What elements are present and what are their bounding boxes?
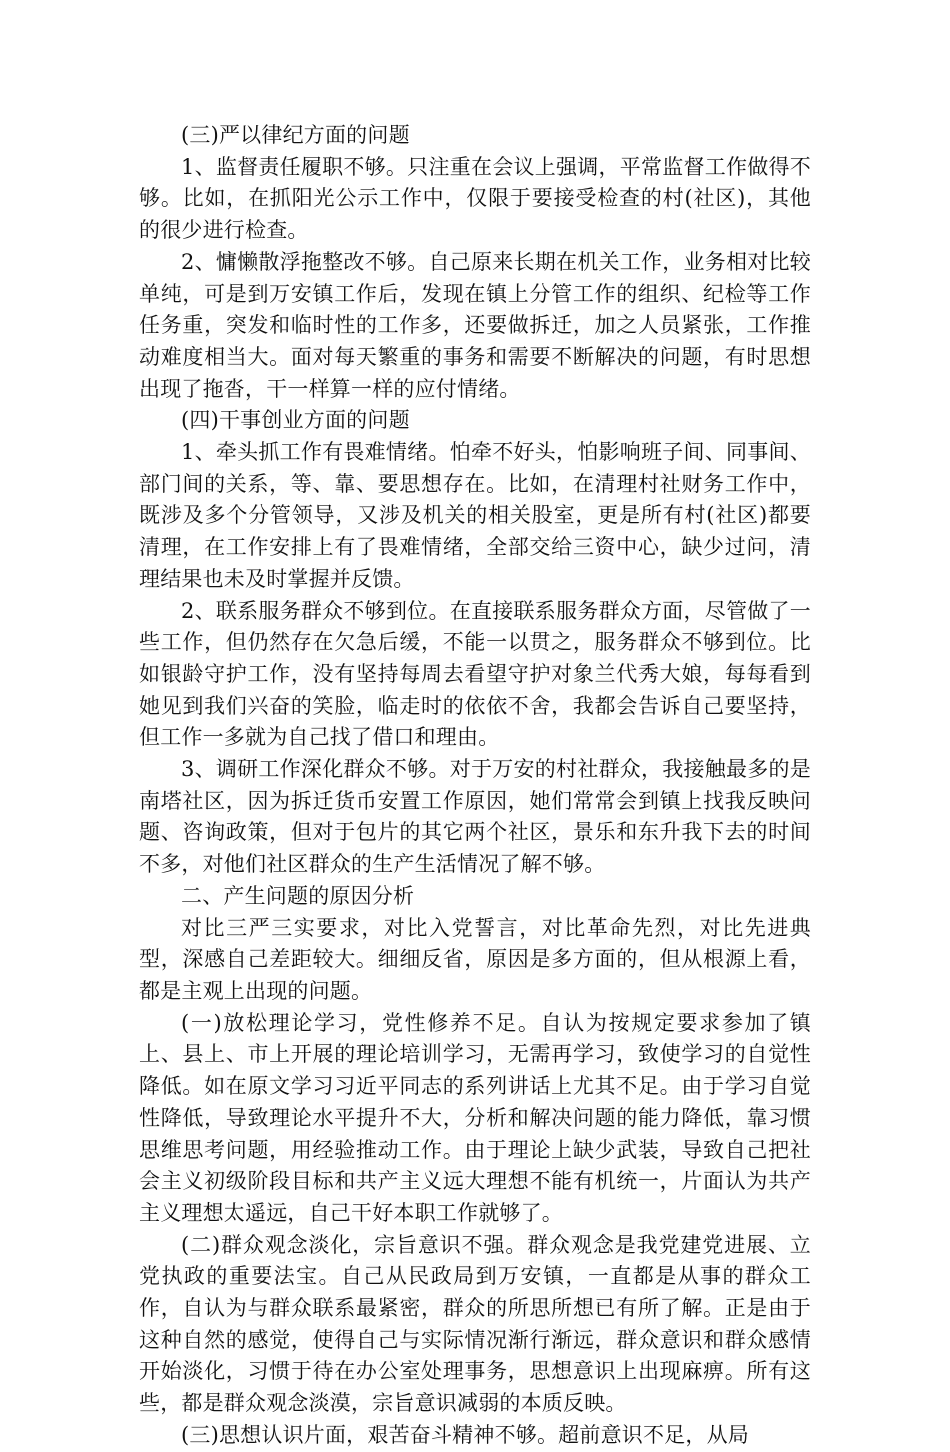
paragraph: 1、监督责任履职不够。只注重在会议上强调，平常监督工作做得不够。比如，在抓阳光公示工作中，仅限于要接受检查的村(社区)，其他的很少进行检查。 bbox=[139, 154, 811, 243]
paragraph: 3、调研工作深化群众不够。对于万安的村社群众，我接触最多的是南塔社区，因为拆迁货币安置工作原因，她们常常会到镇上找我反映问题、咨询政策，但对于包片的其它两个社区，景乐和东升我下去的时间不多，对他们社区群众的生产生活情况了解不够。 bbox=[139, 757, 811, 877]
paragraph: 1、牵头抓工作有畏难情绪。怕牵不好头，怕影响班子间、同事间、部门间的关系，等、靠、要思想存在。比如，在清理村社财务工作中，既涉及多个分管领导，又涉及机关的相关股室，更是所有村(社区)都要清理，在工作安排上有了畏难情绪，全部交给三资中心，缺少过问，清理结果也未及时掌握并反馈。 bbox=[139, 440, 811, 591]
paragraph: (三)思想认识片面，艰苦奋斗精神不够。超前意识不足，从局 bbox=[181, 1422, 749, 1447]
paragraph: 对比三严三实要求，对比入党誓言，对比革命先烈，对比先进典型，深感自己差距较大。细细反省，原因是多方面的，但从根源上看，都是主观上出现的问题。 bbox=[139, 915, 811, 1003]
section-heading: (三)严以律纪方面的问题 bbox=[181, 123, 410, 147]
paragraph: 2、慵懒散浮拖整改不够。自己原来长期在机关工作，业务相对比较单纯，可是到万安镇工作后，发现在镇上分管工作的组织、纪检等工作任务重，突发和临时性的工作多，还要做拆迁，加之人员紧张，工作推动难度相当大。面对每天繁重的事务和需要不断解决的问题，有时思想出现了拖沓，干一样算一样的应付情绪。 bbox=[139, 249, 811, 401]
paragraph: (一)放松理论学习，党性修养不足。自认为按规定要求参加了镇上、县上、市上开展的理论培训学习，无需再学习，致使学习的自觉性降低。如在原文学习习近平同志的系列讲话上尤其不足。由于学习自觉性降低，导致理论水平提升不大，分析和解决问题的能力降低，靠习惯思维思考问题，用经验推动工作。由于理论上缺少武装，导致自己把社会主义初级阶段目标和共产主义远大理想不能有机统一，片面认为共产主义理想太遥远，自己干好本职工作就够了。 bbox=[139, 1010, 811, 1225]
section-heading: (四)干事创业方面的问题 bbox=[181, 408, 410, 433]
paragraph: (二)群众观念淡化，宗旨意识不强。群众观念是我党建党进展、立党执政的重要法宝。自己从民政局到万安镇，一直都是从事的群众工作，自认为与群众联系最紧密，群众的所思所想已有所了解。正是由于这种自然的感觉，使得自己与实际情况渐行渐远，群众意识和群众感情开始淡化，习惯于待在办公室处理事务，思想意识上出现麻痹。所有这些，都是群众观念淡漠，宗旨意识减弱的本质反映。 bbox=[139, 1232, 811, 1416]
paragraph: 2、联系服务群众不够到位。在直接联系服务群众方面，尽管做了一些工作，但仍然存在欠急后缓，不能一以贯之，服务群众不够到位。比如银龄守护工作，没有坚持每周去看望守护对象兰代秀大娘，每每看到她见到我们兴奋的笑脸，临走时的依依不舍，我都会告诉自己要坚持，但工作一多就为自己找了借口和理由。 bbox=[139, 598, 811, 750]
section-heading: 二、产生问题的原因分析 bbox=[181, 883, 415, 908]
document-body bbox=[139, 120, 811, 1452]
